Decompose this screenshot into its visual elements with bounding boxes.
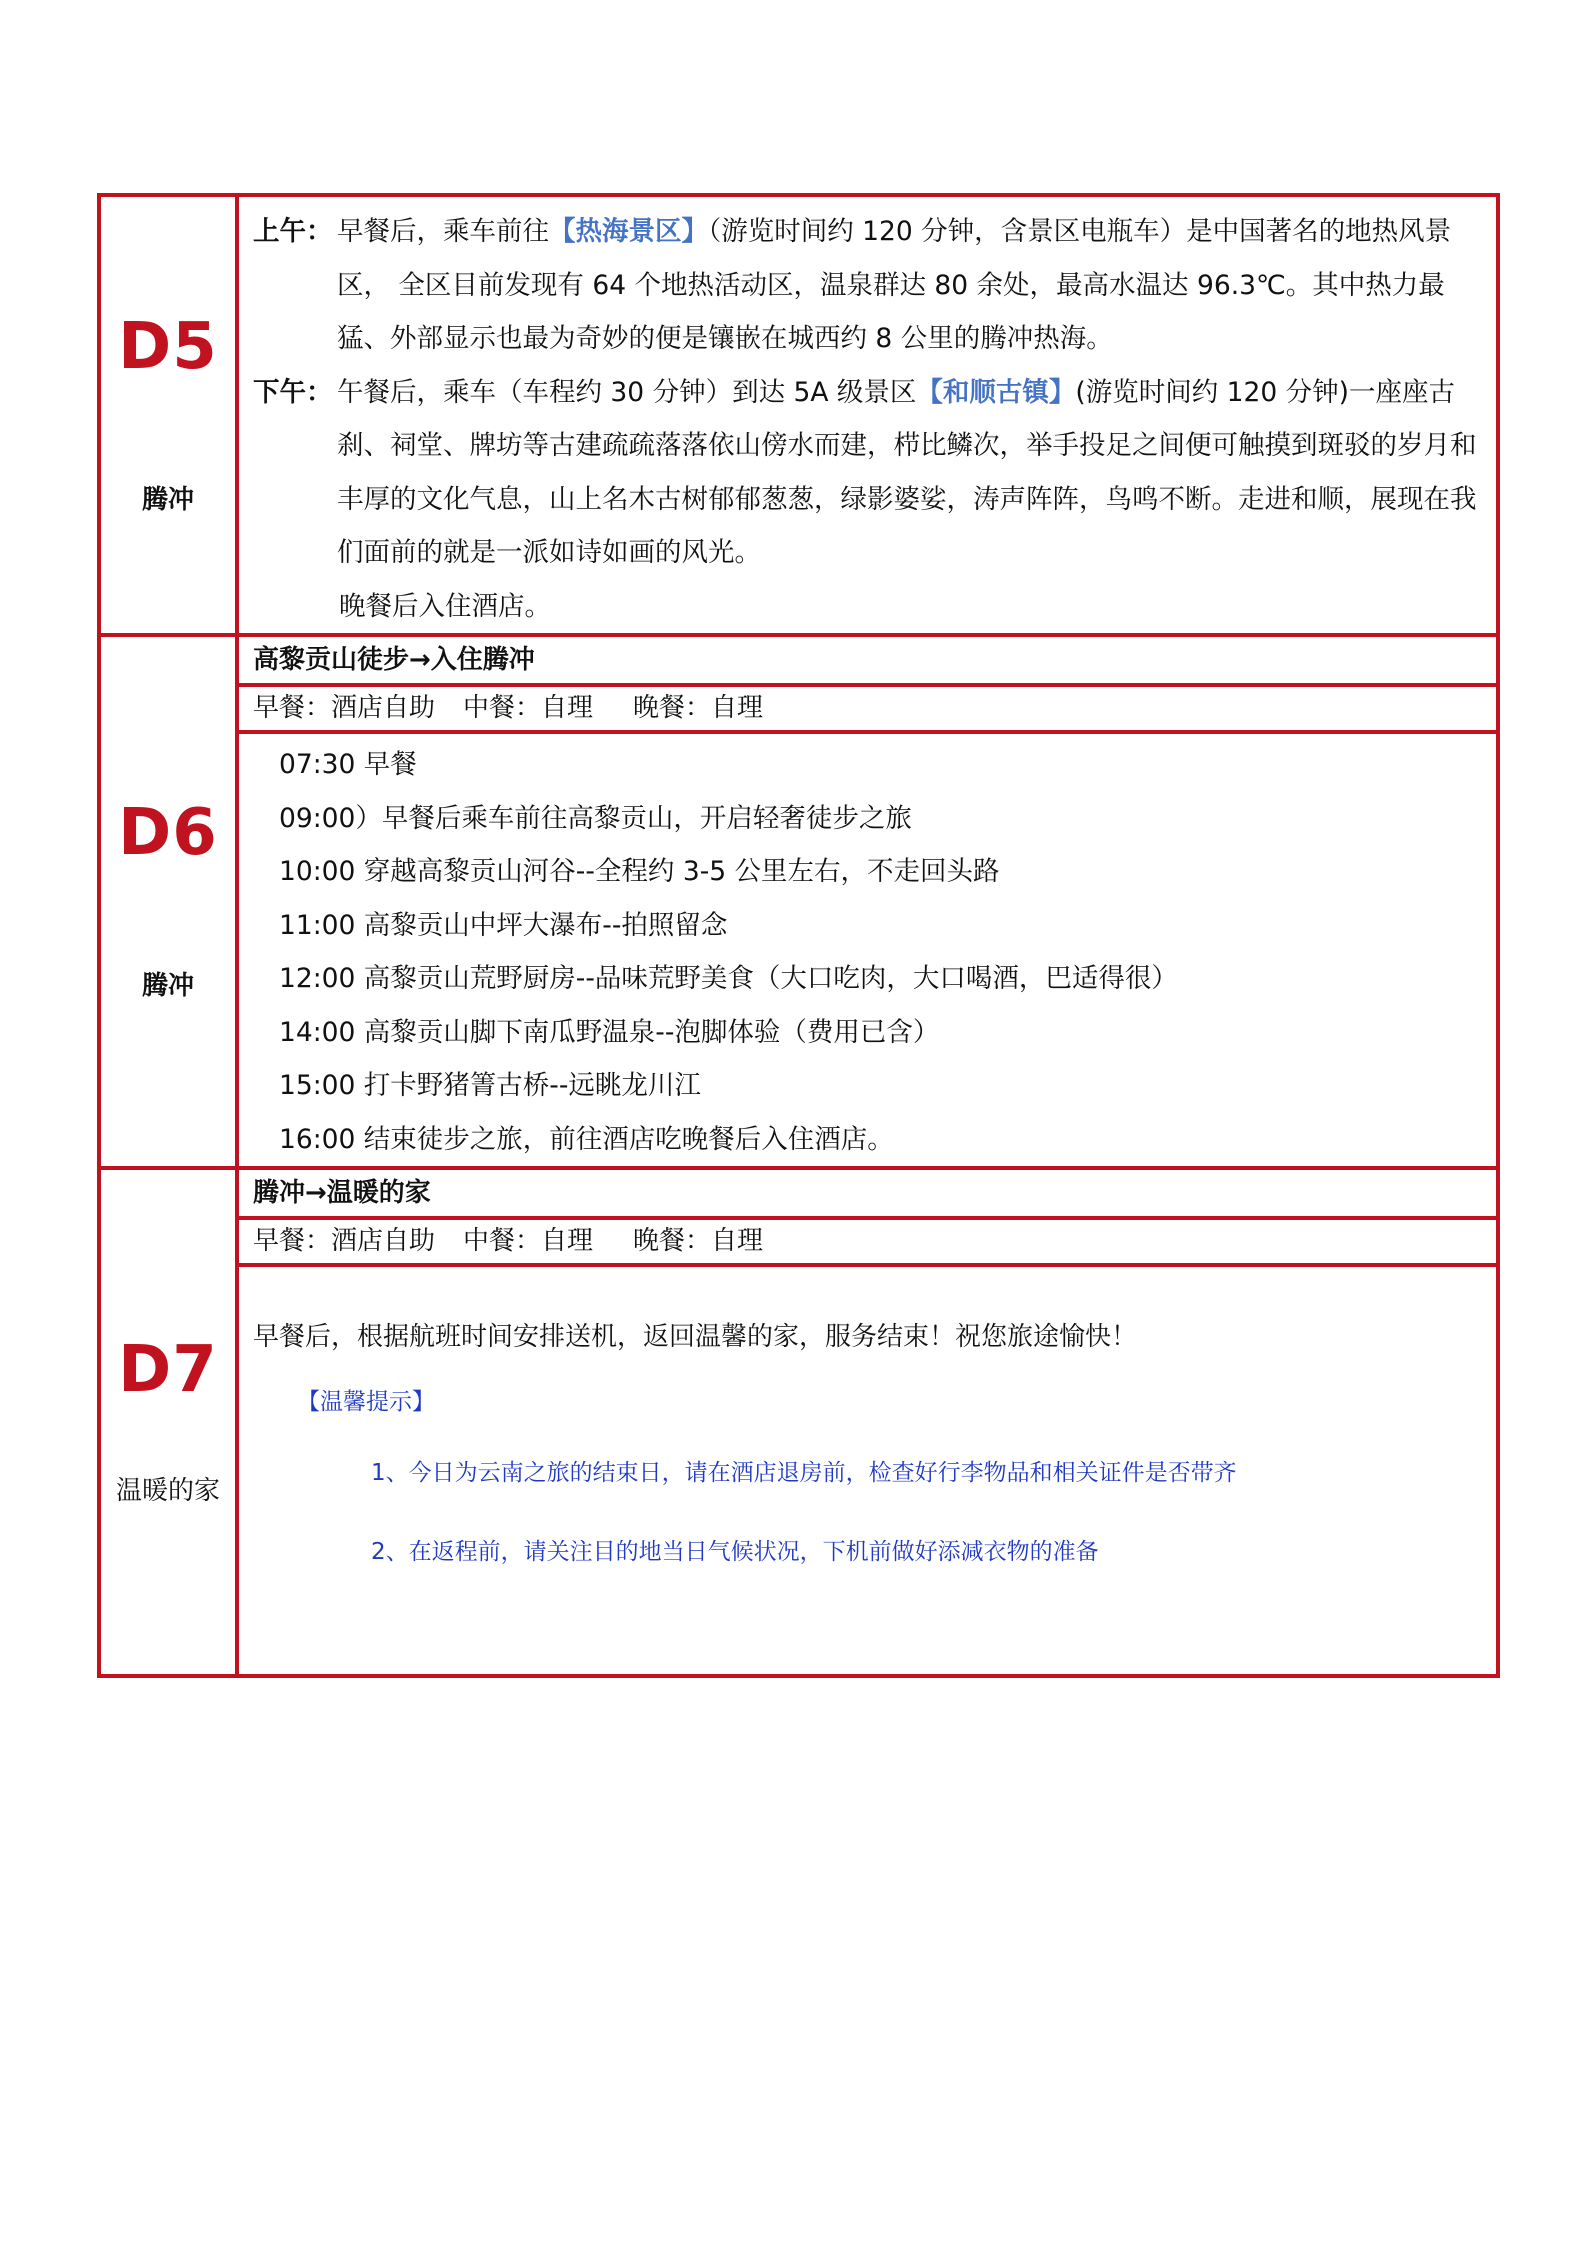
meals-info <box>237 685 1498 732</box>
morning-text-pre: 早餐后，乘车前往 <box>337 216 549 247</box>
day-city: 腾冲 <box>141 971 194 1001</box>
meal-breakfast: 早餐：酒店自助 <box>253 1226 436 1256</box>
day7-title-row <box>99 1168 1498 1218</box>
scenic-spot-rehai: 【热海景区】 <box>549 216 708 247</box>
day7-body <box>237 1265 1498 1676</box>
afternoon-paragraph <box>253 366 1486 580</box>
day-label: D6 <box>118 796 218 870</box>
schedule-list <box>237 732 1498 1168</box>
day5-label-cell <box>99 195 237 635</box>
day7-main-text: 早餐后，根据航班时间安排送机，返回温馨的家，服务结束！祝您旅途愉快！ <box>253 1322 1138 1352</box>
schedule-item: 14:00 高黎贡山脚下南瓜野温泉--泡脚体验（费用已含） <box>279 1016 940 1048</box>
day-label: D7 <box>118 1332 218 1407</box>
day7-label-cell <box>99 1168 237 1676</box>
tip-item: 2、在返程前，请关注目的地当日气候状况，下机前做好添减衣物的准备 <box>371 1539 1099 1565</box>
morning-text-post: （游览时间约 120 分钟，含景区电瓶车）是中国著名的地热风景区， 全区目前发现有 64 个地热活动区，温泉群达 80 余处，最高水温达 96.3℃。其中热力最猛、外部显示也最为奇妙的便是镶嵌在城西约 8 公里的腾冲热海。 <box>337 216 1452 354</box>
schedule-item: 09:00）早餐后乘车前往高黎贡山，开启轻奢徒步之旅 <box>279 802 912 834</box>
meal-dinner: 晚餐：自理 <box>633 693 764 723</box>
meal-lunch: 中餐：自理 <box>463 693 594 723</box>
meal-lunch: 中餐：自理 <box>463 1226 594 1256</box>
schedule-item: 15:00 打卡野猪箐古桥--远眺龙川江 <box>279 1070 701 1101</box>
morning-paragraph <box>253 205 1486 366</box>
scenic-spot-heshun: 【和顺古镇】 <box>916 376 1076 408</box>
day6-label-cell <box>99 635 237 1168</box>
meal-breakfast: 早餐：酒店自助 <box>253 693 436 723</box>
day5-content <box>237 195 1498 635</box>
afternoon-text-pre: 午餐后，乘车（车程约 30 分钟）到达 5A 级景区 <box>337 376 917 408</box>
schedule-item: 10:00 穿越高黎贡山河谷--全程约 3-5 公里左右，不走回头路 <box>279 856 1000 887</box>
afternoon-text-post: (游览时间约 120 分钟)一座座古刹、祠堂、牌坊等古建疏疏落落依山傍水而建，栉比鳞次，举手投足之间便可触摸到斑驳的岁月和丰厚的文化气息，山上名木古树郁郁葱葱，绿影婆娑，涛声阵阵，鸟鸣不断。走进和顺，展现在我们面前的就是一派如诗如画的风光。 <box>337 376 1477 568</box>
schedule-item: 16:00 结束徒步之旅，前往酒店吃晚餐后入住酒店。 <box>279 1123 894 1155</box>
day-city: 腾冲 <box>141 484 194 515</box>
day-title: 高黎贡山徒步→入住腾冲 <box>237 635 1498 685</box>
tips-title: 【温馨提示】 <box>297 1389 435 1415</box>
schedule-item: 12:00 高黎贡山荒野厨房--品味荒野美食（大口吃肉，大口喝酒，巴适得很） <box>279 963 1178 994</box>
day-label: D5 <box>118 309 218 384</box>
day7-body-row <box>99 1265 1498 1676</box>
meals-info <box>237 1218 1498 1265</box>
meal-dinner: 晚餐：自理 <box>633 1226 764 1256</box>
day6-schedule-row <box>99 732 1498 1168</box>
schedule-item: 11:00 高黎贡山中坪大瀑布--拍照留念 <box>279 909 728 941</box>
day7-meals-row <box>99 1218 1498 1265</box>
day5-row <box>99 195 1498 635</box>
day6-meals-row <box>99 685 1498 732</box>
tip-item: 1、今日为云南之旅的结束日，请在酒店退房前，检查好行李物品和相关证件是否带齐 <box>371 1460 1237 1486</box>
evening-text: 晚餐后入住酒店。 <box>339 590 551 622</box>
day-city: 温暖的家 <box>115 1475 220 1506</box>
afternoon-label: 下午： <box>253 376 333 408</box>
schedule-item: 07:30 早餐 <box>279 749 417 780</box>
day-title: 腾冲→温暖的家 <box>237 1168 1498 1218</box>
itinerary-table <box>97 193 1500 1678</box>
day6-title-row <box>99 635 1498 685</box>
morning-label: 上午： <box>253 216 333 247</box>
